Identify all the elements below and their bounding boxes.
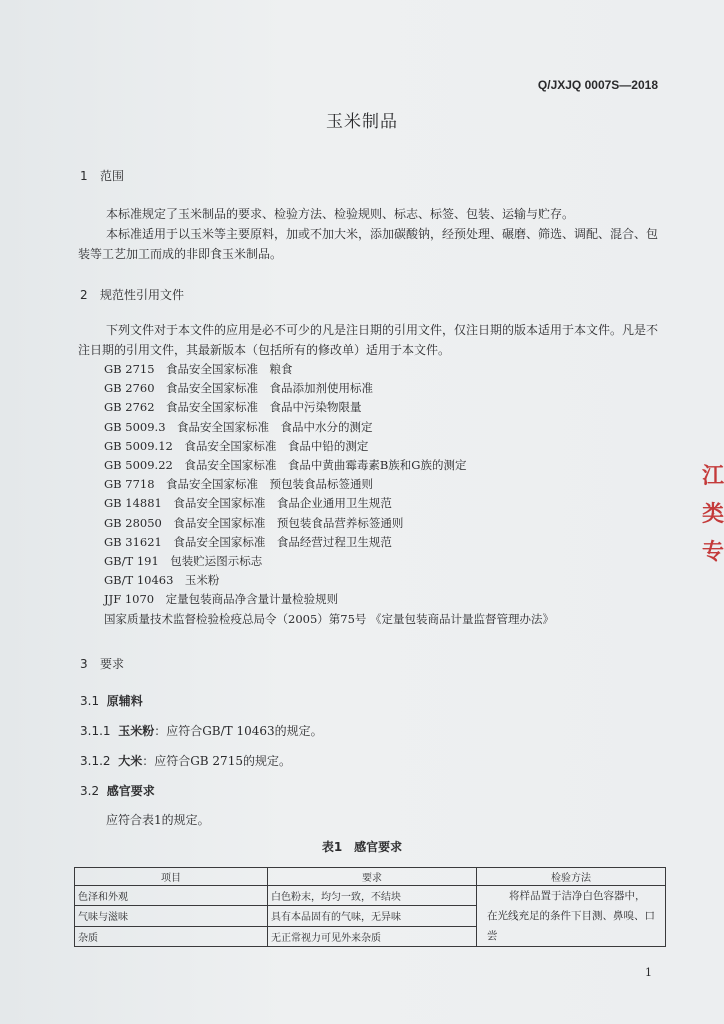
table-header-cell: 要求 [268,868,477,886]
clause-3-1-1 [80,722,323,739]
clause-number: 3.1.2 [80,754,111,768]
references-intro: 下列文件对于本文件的应用是必不可少的凡是注日期的引用文件，仅注日期的版本适用于本文件。凡是不注日期的引用文件，其最新版本（包括所有的修改单）适用于本文件。 [78,323,659,357]
table-cell: 气味与滋味 [75,906,268,926]
clause-label: 玉米粉 [118,724,155,738]
table-cell: 色泽和外观 [75,886,268,906]
reference-item: GB 2762 食品安全国家标准 食品中污染物限量 [104,400,362,415]
stamp-char: 专 [701,540,724,565]
section-number: 3 [80,657,88,671]
subsection-title: 原辅料 [106,694,143,708]
subsection-3-2 [80,782,155,799]
clause-label: 大米 [118,754,143,768]
subsection-title: 感官要求 [106,784,155,798]
reference-item: GB 5009.3 食品安全国家标准 食品中水分的测定 [104,419,373,434]
reference-item: GB 7718 食品安全国家标准 预包装食品标签通则 [104,477,374,492]
reference-list [104,360,554,629]
section-2-heading [80,286,184,303]
clause-number: 3.1.1 [80,724,111,738]
sensory-requirements-table [74,867,666,947]
reference-item: GB/T 191 包装贮运图示标志 [104,554,263,569]
stamp-char: 江 [701,464,724,489]
scope-paragraph-1: 本标准规定了玉米制品的要求、检验方法、检验规则、标志、标签、包装、运输与贮存。 [106,207,575,221]
stamp-char: 类 [701,502,724,527]
table-cell: 具有本品固有的气味，无异味 [268,906,477,926]
table-cell: 无正常视力可见外来杂质 [268,926,477,946]
section-3-heading [80,655,124,672]
section-number: 2 [80,288,88,302]
reference-item: GB/T 10463 玉米粉 [104,573,220,588]
reference-item: GB 5009.22 食品安全国家标准 食品中黄曲霉毒素B族和G族的测定 [104,458,467,473]
reference-item: GB 5009.12 食品安全国家标准 食品中铅的测定 [104,438,369,453]
table-row [75,886,666,906]
section-1-heading [80,167,124,184]
section-title: 范围 [100,169,125,183]
table-header-cell: 项目 [75,868,268,886]
page-number: 1 [645,966,652,979]
reference-item: JJF 1070 定量包装商品净含量计量检验规则 [104,592,339,607]
table-header-cell: 检验方法 [477,868,666,886]
reference-item: GB 2715 食品安全国家标准 粮食 [104,362,293,376]
reference-item: GB 31621 食品安全国家标准 食品经营过程卫生规范 [104,534,392,549]
reference-item: GB 2760 食品安全国家标准 食品添加剂使用标准 [104,381,374,396]
reference-item: GB 14881 食品安全国家标准 食品企业通用卫生规范 [104,496,392,511]
clause-text: ：应符合GB 2715的规定。 [142,754,291,768]
standard-code: Q/JXJQ 0007S—2018 [537,78,658,92]
table-cell: 杂质 [75,926,268,946]
reference-item: GB 28050 食品安全国家标准 预包装食品营养标签通则 [104,515,404,530]
inspection-method-cell: 将样品置于洁净白色容器中，在光线充足的条件下目测、鼻嗅、口尝 [477,886,666,947]
clause-3-1-2 [80,752,291,769]
seal-stamp [694,458,724,648]
scope-paragraph-2: 本标准适用于以玉米等主要原料，加或不加大米，添加碳酸钠，经预处理、碾磨、筛选、调配、混合、包装等工艺加工而成的非即食玉米制品。 [78,227,659,261]
subsection-3-1 [80,692,143,709]
table-cell: 白色粉末，均匀一致，不结块 [268,886,477,906]
sensory-note: 应符合表1的规定。 [106,813,210,827]
section-title: 规范性引用文件 [100,288,185,302]
subsection-number: 3.1 [80,694,100,708]
table-caption: 表1 感官要求 [321,840,403,854]
clause-text: ：应符合GB/T 10463的规定。 [154,724,323,738]
section-number: 1 [80,169,88,183]
table-header-row [75,868,666,886]
reference-item: 国家质量技术监督检验检疫总局令（2005）第75号 《定量包装商品计量监督管理办法》 [104,611,555,626]
subsection-number: 3.2 [80,784,100,798]
document-title: 玉米制品 [326,112,398,132]
section-title: 要求 [100,657,125,671]
